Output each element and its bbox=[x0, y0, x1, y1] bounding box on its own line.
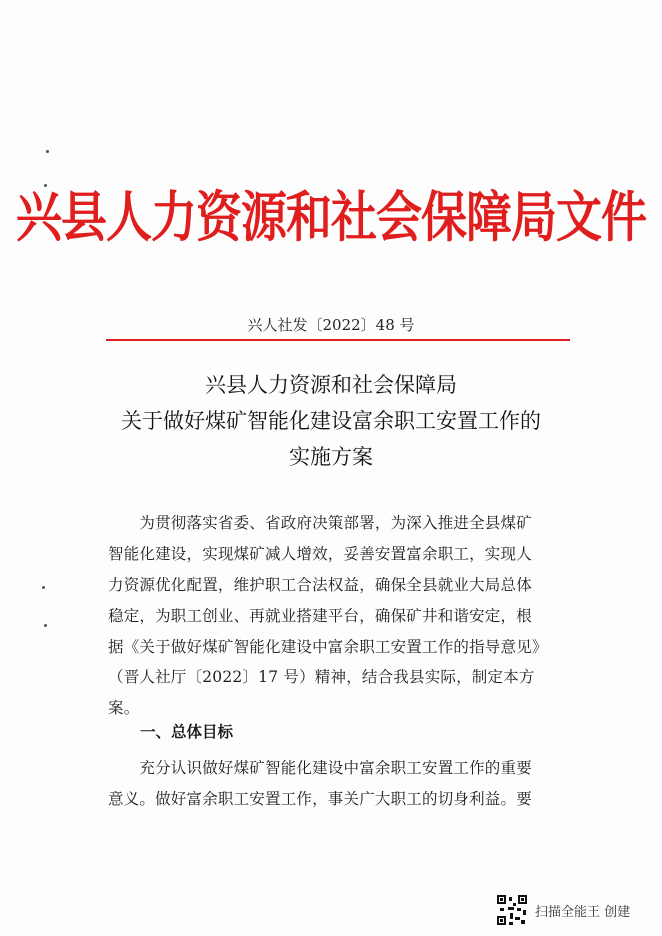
body-text-line: 意义。做好富余职工安置工作，事关广大职工的切身利益。要 bbox=[108, 790, 532, 808]
scan-speck bbox=[44, 624, 47, 627]
document-number: 兴人社发〔2022〕48 号 bbox=[247, 316, 415, 334]
document-title-line: 兴县人力资源和社会保障局 bbox=[205, 373, 457, 397]
body-text-line: 案。 bbox=[108, 699, 140, 717]
section-heading: 一、总体目标 bbox=[140, 723, 234, 741]
scan-speck bbox=[42, 586, 45, 589]
document-title-line: 实施方案 bbox=[289, 445, 373, 469]
watermark-text: 扫描全能王 创建 bbox=[535, 904, 631, 920]
scan-speck bbox=[46, 150, 49, 153]
body-text-line: 稳定，为职工创业、再就业搭建平台，确保矿井和谐安定，根 bbox=[108, 607, 532, 625]
document-title-line: 关于做好煤矿智能化建设富余职工安置工作的 bbox=[121, 409, 541, 433]
body-text-line: 据《关于做好煤矿智能化建设中富余职工安置工作的指导意见》 bbox=[108, 638, 548, 656]
body-text-line: 力资源优化配置，维护职工合法权益，确保全县就业大局总体 bbox=[108, 576, 532, 594]
scanner-watermark bbox=[497, 893, 630, 927]
document-header-title: 兴县人力资源和社会保障局文件 bbox=[16, 185, 646, 250]
body-text-line: 充分认识做好煤矿智能化建设中富余职工安置工作的重要 bbox=[108, 759, 532, 777]
qr-code-icon bbox=[497, 895, 527, 925]
body-text-line: 智能化建设，实现煤矿减人增效，妥善安置富余职工，实现人 bbox=[108, 545, 532, 563]
body-text-line: （晋人社厅〔2022〕17 号）精神，结合我县实际，制定本方 bbox=[108, 668, 535, 686]
red-separator-line bbox=[106, 339, 570, 341]
body-text-line: 为贯彻落实省委、省政府决策部署，为深入推进全县煤矿 bbox=[108, 514, 532, 532]
